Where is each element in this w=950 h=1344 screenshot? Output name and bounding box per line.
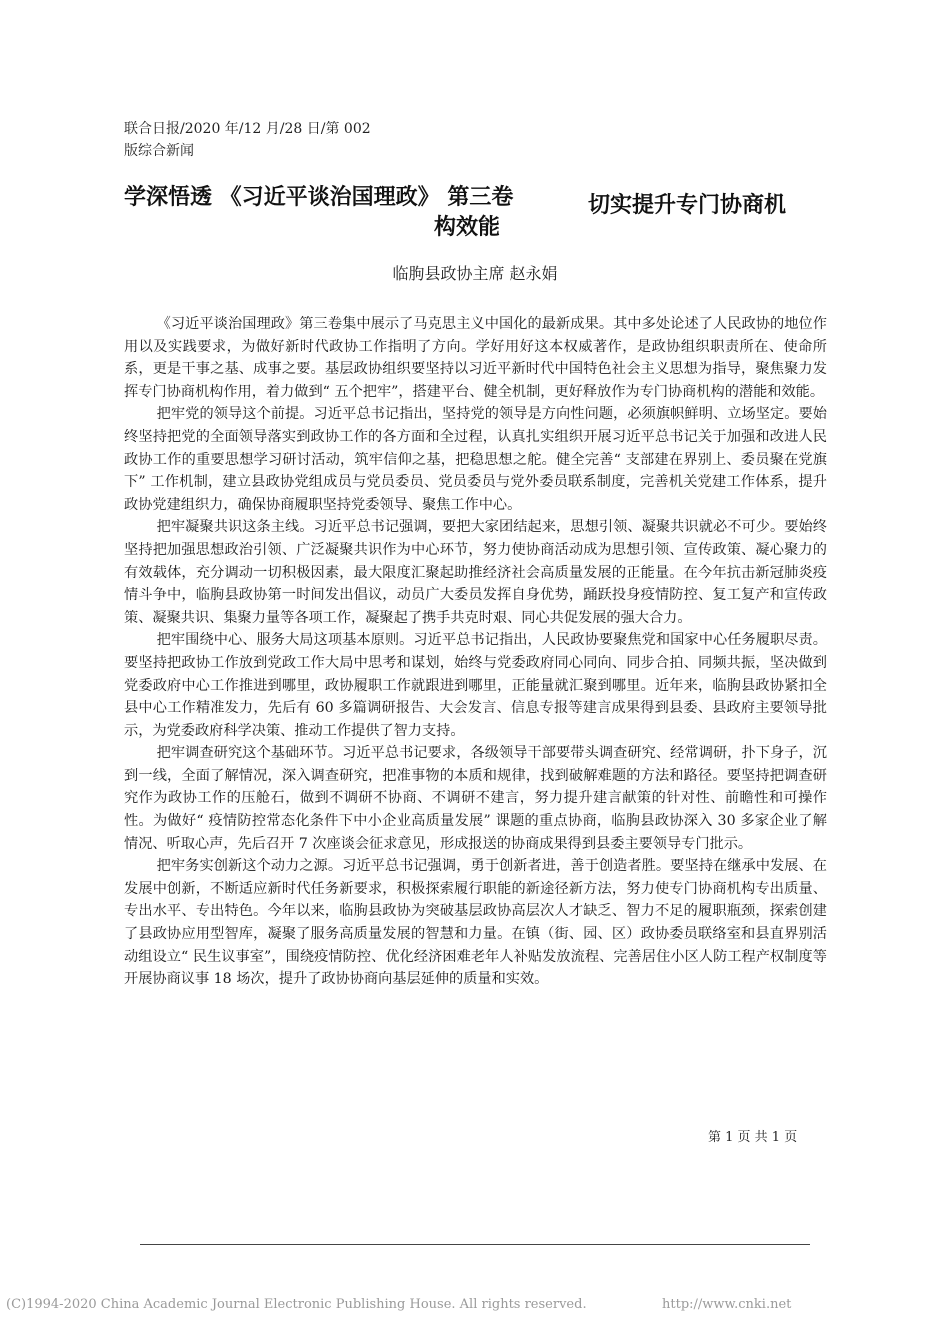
paragraph: 把牢党的领导这个前提。习近平总书记指出，坚持党的领导是方向性问题，必须旗帜鲜明、立场坚定。要始终坚持把党的全面领导落实到政协工作的各方面和全过程，认真扎实组织开展习近平总书记关于加强和改进人民政协工作的重要思想学习研讨活动，筑牢信仰之基，把稳思想之舵。健全完善“ 支部建在界别上、委员聚在党旗下” 工作机制，建立县政协党组成员与党员委员、党员委员与党外委员联系制度，完善机关党建工作体系，提升政协党建组织力，确保协商履职坚持党委领导、聚焦工作中心。 bbox=[124, 406, 827, 513]
author-byline: 临朐县政协主席 赵永娟 bbox=[392, 264, 558, 283]
paragraph: 把牢围绕中心、服务大局这项基本原则。习近平总书记指出，人民政协要聚焦党和国家中心任务履职尽责。要坚持把政协工作放到党政工作大局中思考和谋划，始终与党委政府同心同向、同步合拍、同频共振，坚决做到党委政府中心工作推进到哪里，政协履职工作就跟进到哪里，正能量就汇聚到哪里。近年来，临朐县政协紧扣全县中心工作精准发力，先后有 60 多篇调研报告、大会发言、信息专报等建言成果得到县委、县政府主要领导批示，为党委政府科学决策、推动工作提供了智力支持。 bbox=[124, 632, 827, 739]
paragraph: 把牢务实创新这个动力之源。习近平总书记强调，勇于创新者进，善于创造者胜。要坚持在继承中发展、在发展中创新，不断适应新时代任务新要求，积极探索履行职能的新途径新方法，努力使专门协商机构专出质量、专出水平、专出特色。今年以来，临朐县政协为突破基层政协高层次人才缺乏、智力不足的履职瓶颈，探索创建了县政协应用型智库，凝聚了服务高质量发展的智慧和力量。在镇（街、园、区）政协委员联络室和县直界别活动组设立“ 民生议事室”，围绕疫情防控、优化经济困难老年人补贴发放流程、完善居住小区人防工程产权制度等开展协商议事 18 场次，提升了政协协商向基层延伸的质量和实效。 bbox=[124, 858, 827, 988]
copyright-text: (C)1994-2020 China Academic Journal Electronic Publishing House. All rights reserved. bbox=[6, 1297, 587, 1312]
article-body bbox=[124, 313, 827, 991]
page-number: 第 1 页 共 1 页 bbox=[708, 1130, 798, 1145]
title-part-3: 构效能 bbox=[434, 215, 501, 240]
paragraph: 《习近平谈治国理政》第三卷集中展示了马克思主义中国化的最新成果。其中多处论述了人民政协的地位作用以及实践要求，为做好新时代政协工作指明了方向。学好用好这本权威著作，是政协组织职责所在、使命所系，更是干事之基、成事之要。基层政协组织要坚持以习近平新时代中国特色社会主义思想为指导，聚焦聚力发挥专门协商机构作用，着力做到“ 五个把牢”，搭建平台、健全机制，更好释放作为专门协商机构的潜能和效能。 bbox=[124, 316, 827, 400]
source-info bbox=[124, 118, 424, 162]
title-part-2: 切实提升专门协商机 bbox=[588, 193, 787, 218]
paragraph: 把牢凝聚共识这条主线。习近平总书记强调，要把大家团结起来，思想引领、凝聚共识就必不可少。要始终坚持把加强思想政治引领、广泛凝聚共识作为中心环节，努力使协商活动成为思想引领、宣传政策、凝心聚力的有效载体，充分调动一切积极因素，最大限度汇聚起助推经济社会高质量发展的正能量。在今年抗击新冠肺炎疫情斗争中，临朐县政协第一时间发出倡议，动员广大委员发挥自身优势，踊跃投身疫情防控、复工复产和宣传政策、凝聚共识、集聚力量等各项工作，凝聚起了携手共克时艰、同心共促发展的强大合力。 bbox=[124, 519, 827, 626]
footer-divider bbox=[140, 1244, 810, 1245]
footer-url: http://www.cnki.net bbox=[662, 1297, 792, 1312]
paragraph: 把牢调查研究这个基础环节。习近平总书记要求，各级领导干部要带头调查研究、经常调研，扑下身子，沉到一线，全面了解情况，深入调查研究，把准事物的本质和规律，找到破解难题的方法和路径。要坚持把调查研究作为政协工作的压舱石，做到不调研不协商、不调研不建言，努力提升建言献策的针对性、前瞻性和可操作性。为做好“ 疫情防控常态化条件下中小企业高质量发展” 课题的重点协商，临朐县政协深入 30 多家企业了解情况、听取心声，先后召开 7 次座谈会征求意见，形成报送的协商成果得到县委主要领导专门批示。 bbox=[124, 745, 827, 852]
source-line-1: 联合日报/2020 年/12 月/28 日/第 002 bbox=[124, 121, 371, 137]
source-line-2: 版综合新闻 bbox=[124, 143, 194, 159]
title-part-1: 学深悟透 《习近平谈治国理政》 第三卷 bbox=[124, 185, 514, 210]
